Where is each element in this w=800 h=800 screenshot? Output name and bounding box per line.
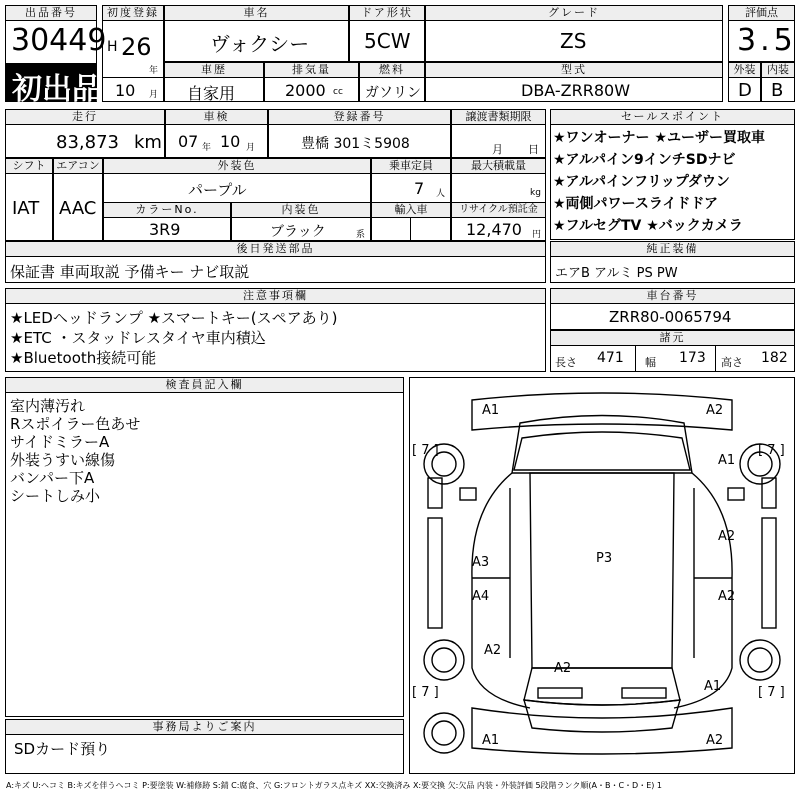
car-diagram-svg [410,378,794,773]
rear-lamp-left [538,688,582,698]
notes-title: 注意事項欄 [5,288,546,304]
mark-right-rear-door: A2 [718,589,736,604]
color-no: 3R9 [149,220,181,239]
inspector-line-3: サイドミラーA [10,433,110,451]
ac-box [53,173,103,241]
int-color: ブラック [270,224,326,240]
standard-equipment-text: エアB アルミ PS PW [555,266,678,281]
dims-divider-1 [635,346,636,371]
inspection-year-unit: 年 [202,143,212,153]
exterior-box [728,77,761,102]
exterior-grade: D [738,80,752,101]
int-color-unit: 系 [356,230,366,240]
bracket-top-right: [ 7 ] [758,443,785,458]
sales-point-3: ★アルパインフリップダウン [553,174,730,190]
shift-box [5,173,53,241]
spare-wheel [424,713,464,753]
rear-glass [524,668,680,705]
width-label: 幅 [645,356,656,369]
sales-point-4: ★両側パワースライドドア [553,196,719,212]
color-label: 外装色 [103,158,371,174]
transfer-label: 譲渡書類期限 [451,109,546,125]
era: H [107,39,118,55]
import-label: 輸入車 [371,202,451,218]
note-1: ★LEDヘッドランプ ★スマートキー(スペアあり) [10,309,338,327]
inspection-month: 10 [220,132,241,151]
left-mirror [460,488,476,500]
mark-left-rear-door: A4 [472,589,490,604]
dims-divider-2 [715,346,716,371]
width: 173 [679,350,706,366]
mark-left-rear-quarter: A2 [484,643,502,658]
registration-number: 豊橋 301ミ5908 [301,136,410,152]
later-parts-title: 後日発送部品 [5,241,546,257]
windshield [514,432,690,470]
fuel: ガソリン [365,85,421,101]
length: 471 [597,350,624,366]
later-parts-text: 保証書 車両取説 予備キー ナビ取説 [10,263,250,281]
shift: IAT [12,198,40,219]
sales-point-2: ★アルパイン9インチSDナビ [553,152,736,168]
grade-box [425,20,723,62]
inspection-month-unit: 月 [246,143,256,153]
grade: ZS [560,29,587,53]
sales-point-1: ★ワンオーナー ★ユーザー買取車 [553,130,765,146]
ac-label: エアコン [53,158,103,174]
transfer-box [451,124,546,158]
first-reg-box [102,20,164,78]
mark-left-front-door: A3 [472,555,490,570]
reg-box [268,124,451,158]
inspection-label: 車検 [165,109,268,125]
mileage-box [5,124,165,158]
inspector-line-1: 室内薄汚れ [10,397,86,415]
displacement-label: 排気量 [264,62,359,78]
chassis-box [550,303,795,330]
office-title: 事務局よりご案内 [5,719,404,735]
capacity-label: 乗車定員 [371,158,451,174]
import-box [371,217,451,241]
height: 182 [761,350,788,366]
capacity-unit: 人 [436,189,446,199]
bracket-bottom-left: [ 7 ] [412,685,439,700]
max-load-label: 最大積載量 [451,158,546,174]
sales-points-title: セールスポイント [550,109,795,125]
bracket-top-left: [ 7 ] [412,443,439,458]
sales-point-5: ★フルセグTV ★バックカメラ [553,218,743,234]
import-divider [410,218,411,240]
inspector-box [5,392,404,717]
max-load-box [451,173,546,203]
history-label: 車歴 [164,62,264,78]
car-diagram [409,377,795,774]
inspection-year: 07 [178,132,199,151]
interior-box [761,77,795,102]
fuel-box [359,77,425,102]
displacement-box [264,77,359,102]
max-load-unit: kg [530,188,541,198]
standard-equipment-title: 純正装備 [550,241,795,257]
color-no-label: カラーNo. [103,202,231,218]
first-listing-badge [5,64,102,107]
transfer-month: 月 [492,143,503,156]
office-text: SDカード預り [14,740,111,758]
score-box [728,20,795,62]
door-label: ドア形状 [349,5,425,21]
wheel-rear-right [740,640,780,680]
transfer-day: 日 [528,143,539,156]
history: 自家用 [187,84,236,103]
later-parts-box [5,256,546,283]
car-name: ヴォクシー [210,32,310,56]
mileage-label: 走行 [5,109,165,125]
door-box [349,20,425,62]
right-mirror [728,488,744,500]
score-label: 評価点 [728,5,795,21]
rear-bumper [472,708,732,754]
lot-number: 30449 [11,23,107,58]
mark-rear-center: A2 [554,661,572,676]
month-unit: 月 [149,90,159,100]
mark-roof: P3 [596,551,613,566]
car-name-label: 車名 [164,5,349,21]
height-label: 高さ [721,356,743,369]
displacement-unit: cc [333,87,343,97]
color-box [103,173,371,203]
note-3: ★Bluetooth接続可能 [10,349,157,367]
history-box [164,77,264,102]
rear-lamp-right [622,688,666,698]
mark-rear-bumper-right: A2 [706,733,724,748]
score: 3.5 [737,23,797,58]
mark-front-right: A2 [706,403,724,418]
displacement: 2000 [285,81,326,100]
office-box [5,734,404,774]
first-listing-text: 初出品 [12,72,102,107]
note-2: ★ETC ・スタッドレスタイヤ車内積込 [10,329,266,347]
inspector-line-4: 外装うすい線傷 [10,451,116,469]
car-name-box [164,20,349,62]
grade-label: グレード [425,5,723,21]
inspector-line-2: Rスポイラー色あせ [10,415,141,433]
chassis-number: ZRR80-0065794 [609,308,732,326]
capacity-box [371,173,451,203]
interior-label: 内装 [761,62,795,78]
mark-right-fender: A1 [718,453,736,468]
inspector-line-5: バンパー下A [10,469,95,487]
first-reg-month-box [102,77,164,102]
left-sill-panel [428,518,442,628]
capacity: 7 [414,179,425,198]
color: パープル [188,181,247,199]
standard-equipment-box [550,256,795,283]
bracket-bottom-right: [ 7 ] [758,685,785,700]
door-type: 5CW [364,29,411,53]
legend: A:キズ U:ヘコミ B:キズを伴うヘコミ P:要塗装 W:補修跡 S:錆 C:腐食、穴 G:フロントガラス点キズ XX:交換済み X:要交換 欠:欠品 内装・外装評価 5段階ランク順(A・B・C・D・E) 1 [6,781,663,790]
first-reg-label: 初度登録 [102,5,164,21]
dims-box [550,345,795,372]
int-color-label: 内装色 [231,202,371,218]
inspector-line-6: シートしみ小 [10,487,101,505]
wheel-rear-left [424,640,464,680]
interior-grade: B [771,80,784,101]
recycle-box [451,217,546,241]
recycle-unit: 円 [532,230,542,240]
mileage: 83,873 [56,132,119,153]
ac: AAC [59,198,97,219]
inspector-title: 検査員記入欄 [5,377,404,393]
mark-front-left: A1 [482,403,500,418]
mark-rear-right: A1 [704,679,722,694]
model-box [425,77,723,102]
lot-number-box [5,20,107,64]
mark-right-front-door: A2 [718,529,736,544]
fuel-label: 燃料 [359,62,425,78]
int-color-box [231,217,371,241]
recycle-label: リサイクル預託金 [451,202,546,218]
sales-points-box [550,124,795,240]
exterior-label: 外装 [728,62,761,78]
front-bumper [472,393,732,430]
right-sill-panel [762,518,776,628]
year-unit: 年 [149,66,159,76]
mileage-unit: km [134,132,162,153]
inspection-box [165,124,268,158]
recycle: 12,470 [466,220,522,239]
mark-rear-left: A1 [482,733,500,748]
first-reg-month: 10 [115,81,136,100]
dims-title: 諸元 [550,330,795,346]
model-label: 型式 [425,62,723,78]
notes-box [5,303,546,372]
pillar-lines [510,488,694,658]
length-label: 長さ [555,356,577,369]
color-no-box [103,217,231,241]
lot-number-label: 出品番号 [5,5,97,21]
chassis-title: 車台番号 [550,288,795,304]
reg-label: 登録番号 [268,109,451,125]
roof [530,473,674,668]
shift-label: シフト [5,158,53,174]
model: DBA-ZRR80W [521,81,631,100]
first-reg-year: 26 [121,33,152,61]
